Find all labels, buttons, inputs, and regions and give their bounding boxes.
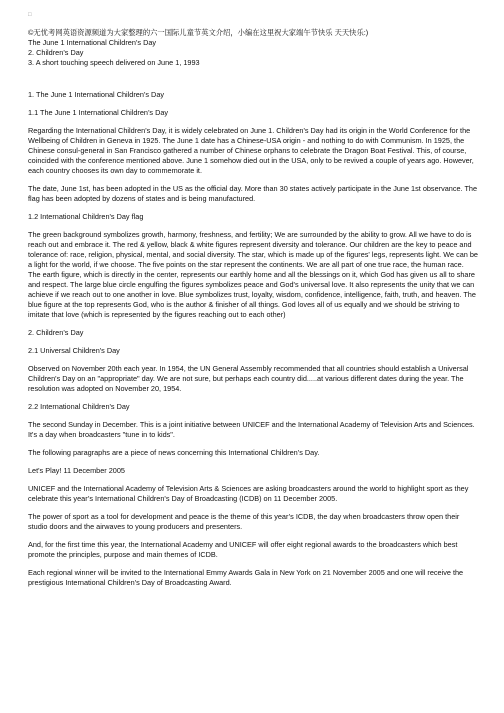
section-heading: 2. Children’s Day: [28, 328, 84, 337]
spacer: [28, 68, 478, 90]
corner-mark: □: [28, 12, 32, 18]
intro-line: 3. A short touching speech delivered on June 1, 1993: [28, 58, 200, 67]
subsection-heading: 1.2 International Children's Day flag: [28, 212, 144, 221]
paragraph: The date, June 1st, has been adopted in the US as the official day. More than 30 states actively participate in the June 1st observance. The flag has been adopted by dozens of states and is being manufactured.: [28, 184, 478, 203]
paragraph: The second Sunday in December. This is a joint initiative between UNICEF and the International Academy of Television Arts and Sciences. It's a day when broadcasters "tune in to kids".: [28, 420, 475, 439]
paragraph: The power of sport as a tool for development and peace is the theme of this year’s ICDB, the day when broadcasters throw open their studio doors and the airwaves to young producers and presenters.: [28, 512, 460, 531]
paragraph: Observed on November 20th each year. In 1954, the UN General Assembly recommended that all countries should establish a Universal Children's Day on an "appropriate" day. We are not sure, but perhaps each country did.....at various different dates during the year. The resolution was adopted on November 20, 1954.: [28, 364, 469, 393]
intro-block: [28, 28, 478, 68]
section-heading: 1. The June 1 International Children’s Day: [28, 90, 165, 99]
paragraph: The green background symbolizes growth, harmony, freshness, and fertility; We are surrounded by the ability to grow. All we have to do is reach out and embrace it. The red & yellow, black & white figures represent diversity and tolerance. Our children are the key to peace and tolerance of: race, religion, physical, mental, and social diversity. The star, which is made up of the figures' legs, represents light. We can be a light for the world, if we choose. The five points on the star represent the continents. We are all part of one true race, the human race. The earth figure, which is directly in the center, represents our earthly home and all the blessings on it, which God has given us all to share and respect. The large blue circle engulfing the figures symbolizes peace and God's universal love. It also represents the unity that we can achieve if we reach out to one another in love. Blue symbolizes trust, loyalty, wisdom, confidence, intelligence, faith, truth, and heaven. The blue figure at the top represents God, who is the author & finisher of all things. God loves all of us equally and we should be striving to imitate that love (which is represented by the figures reaching out to each other): [28, 230, 478, 319]
subsection-heading: 1.1 The June 1 International Children’s Day: [28, 108, 169, 117]
paragraph: Each regional winner will be invited to the International Emmy Awards Gala in New York on 21 November 2005 and one will receive the prestigious International Children's Day of Broadcasting Award.: [28, 568, 464, 587]
paragraph: The following paragraphs are a piece of news concerning this International Children’s Day.: [28, 448, 320, 457]
paragraph: Regarding the International Children's Day, it is widely celebrated on June 1. Children's Day had its origin in the World Conference for the Wellbeing of Children in Geneva in 1925. The June 1 date has a Chinese-USA origin - and nothing to do with Communism. In 1925, the Chinese consul-general in San Francisco gathered a number of Chinese orphans to celebrate the Dragon Boat Festival. This, of course, coincided with the conference mentioned above. June 1 somehow died out in the USA, only to be revived a couple of years ago. However, each country chooses its own day to commemorate it.: [28, 126, 474, 175]
intro-line: The June 1 International Children’s Day: [28, 38, 157, 47]
paragraph: And, for the first time this year, the International Academy and UNICEF will offer eight regional awards to the broadcasters which best promote the principles, purpose and main themes of ICDB.: [28, 540, 458, 559]
intro-line: 2. Children’s Day: [28, 48, 84, 57]
subsection-heading: 2.2 International Children's Day: [28, 402, 130, 411]
intro-line: ©无忧考网英语资源频道为大家整理的六一国际儿童节英文介绍，小编在这里祝大家端午节快乐 天天快乐:): [28, 28, 369, 37]
paragraph: UNICEF and the International Academy of Television Arts & Sciences are asking broadcasters around the world to highlight sport as they celebrate this year’s International Children's Day of Broadcasting (ICDB) on 11 December 2005.: [28, 484, 469, 503]
paragraph: Let's Play! 11 December 2005: [28, 466, 125, 475]
subsection-heading: 2.1 Universal Children's Day: [28, 346, 120, 355]
